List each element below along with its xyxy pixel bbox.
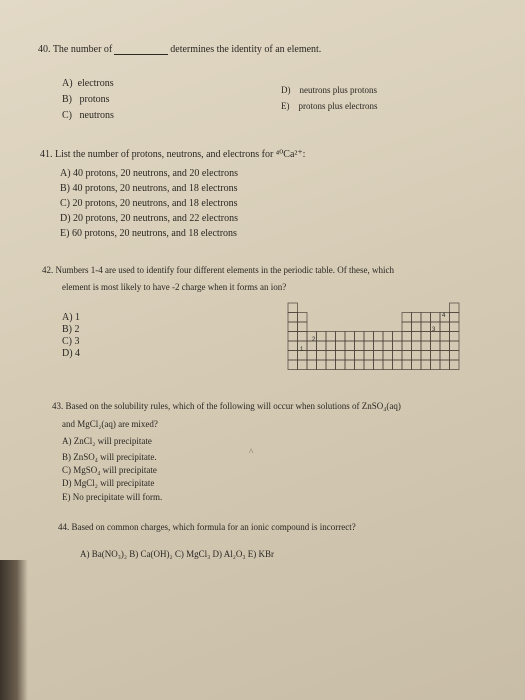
periodic-table-cell [421, 360, 431, 370]
periodic-table-cell [450, 351, 460, 361]
periodic-table-cell [412, 341, 422, 351]
periodic-table-cell [393, 351, 403, 361]
q43-option-e: E) No precipitate will form. [62, 492, 163, 502]
periodic-table-cell [317, 341, 327, 351]
element-label-4: 4 [442, 313, 446, 319]
periodic-table-cell [402, 360, 412, 370]
periodic-table-cell [336, 360, 346, 370]
periodic-table-cell [336, 351, 346, 361]
q40-option-e [281, 102, 378, 111]
q40-option-a-letter: A) [62, 78, 73, 89]
periodic-table-cell [374, 360, 384, 370]
q40-option-b-text: protons [79, 94, 110, 105]
periodic-table-cell [374, 341, 384, 351]
periodic-table-cell [307, 360, 317, 370]
periodic-table-cell [317, 360, 327, 370]
q40-option-b [62, 95, 110, 105]
q43-option-a: A) ZnCl₂ will precipitate [62, 436, 152, 446]
periodic-table-cell [364, 360, 374, 370]
page-shadow [0, 560, 28, 700]
q40-option-c [62, 111, 114, 121]
q42-option-c: C) 3 [62, 336, 80, 347]
periodic-table-cell [345, 360, 355, 370]
q42-line-2: element is most likely to have -2 charge when it forms an ion? [62, 282, 287, 292]
q43-option-d: D) MgCl₂ will precipitate [62, 478, 155, 488]
q43-line-2: and MgCl₂(aq) are mixed? [62, 419, 158, 429]
answer-blank [114, 45, 168, 55]
q40-stem [38, 45, 321, 55]
periodic-table-cell [431, 360, 441, 370]
periodic-table-cell [355, 341, 365, 351]
periodic-table-cell [412, 360, 422, 370]
q41-option-a: A) 40 protons, 20 neutrons, and 20 electrons [60, 168, 239, 179]
periodic-table-cell [326, 360, 336, 370]
q42-option-d: D) 4 [62, 348, 81, 359]
periodic-table-cell [298, 313, 308, 323]
element-label-1: 1 [300, 347, 304, 353]
q41-option-c: C) 20 protons, 20 neutrons, and 18 electrons [60, 198, 238, 209]
q43-line-1: 43. Based on the solubility rules, which of the following will occur when solutions of ZnSO₄(aq) [52, 401, 401, 411]
periodic-table-cell [440, 322, 450, 332]
q42-line-1: 42. Numbers 1-4 are used to identify four different elements in the periodic table. Of these, which [42, 265, 394, 275]
periodic-table-cell [326, 341, 336, 351]
q40-option-c-text: neutrons [79, 110, 114, 121]
periodic-table-cell [383, 351, 393, 361]
periodic-table-cell [421, 322, 431, 332]
q40-option-b-letter: B) [62, 94, 72, 105]
periodic-table-cell [421, 341, 431, 351]
periodic-table-cell [336, 341, 346, 351]
periodic-table-cell [364, 351, 374, 361]
periodic-table-cell [345, 351, 355, 361]
periodic-table-cell [317, 332, 327, 342]
periodic-table-cell [298, 322, 308, 332]
periodic-table-cell [440, 360, 450, 370]
element-label-2: 2 [312, 337, 316, 343]
periodic-table-cell [431, 341, 441, 351]
element-label-3: 3 [432, 327, 436, 333]
periodic-table-cell [450, 360, 460, 370]
periodic-table-cell [421, 313, 431, 323]
periodic-table-cell [450, 322, 460, 332]
q40-option-d [281, 86, 377, 95]
periodic-table-cell [402, 341, 412, 351]
periodic-table-cell [364, 341, 374, 351]
periodic-table-cell [393, 341, 403, 351]
q40-option-d-letter: D) [281, 85, 291, 95]
q40-option-e-letter: E) [281, 101, 290, 111]
q40-option-d-text: neutrons plus protons [299, 85, 377, 95]
periodic-table-cell [440, 341, 450, 351]
periodic-table-cell [393, 332, 403, 342]
periodic-table-cell [412, 332, 422, 342]
q40-option-c-letter: C) [62, 110, 72, 121]
periodic-table-cell [345, 341, 355, 351]
periodic-table-cell [326, 351, 336, 361]
q44-prompt: 44. Based on common charges, which formula for an ionic compound is incorrect? [58, 522, 356, 532]
q43-option-c: C) MgSO₄ will precipitate [62, 465, 157, 475]
periodic-table-cell [364, 332, 374, 342]
periodic-table-outline [287, 302, 463, 370]
q40-prefix: 40. The number of [38, 44, 113, 55]
q41-option-b: B) 40 protons, 20 neutrons, and 18 electrons [60, 183, 238, 194]
periodic-table-cell [431, 351, 441, 361]
q41-prompt: 41. List the number of protons, neutrons, and electrons for ⁴⁰Ca²⁺: [40, 149, 306, 160]
periodic-table-cell [355, 332, 365, 342]
q40-option-a [62, 79, 114, 89]
periodic-table-cell [402, 332, 412, 342]
periodic-table-cell [450, 341, 460, 351]
periodic-table-cell [336, 332, 346, 342]
periodic-table-cell [298, 332, 308, 342]
periodic-table-cell [440, 351, 450, 361]
q41-option-d: D) 20 protons, 20 neutrons, and 22 electrons [60, 213, 239, 224]
periodic-table-cell [345, 332, 355, 342]
periodic-table-cell [402, 351, 412, 361]
q42-option-b: B) 2 [62, 324, 80, 335]
periodic-table-cell [450, 313, 460, 323]
periodic-table-cell [412, 351, 422, 361]
q40-option-e-text: protons plus electrons [298, 101, 378, 111]
periodic-table-cell [288, 332, 298, 342]
q44-answers: A) Ba(NO₃)₂ B) Ca(OH)₂ C) MgCl₃ D) Al₂O₃ E) KBr [80, 549, 275, 559]
periodic-table-cell [288, 351, 298, 361]
periodic-table-cell [288, 360, 298, 370]
periodic-table-cell [431, 313, 441, 323]
q40-option-a-text: electrons [77, 78, 114, 89]
periodic-table-cell [393, 360, 403, 370]
periodic-table-cell [383, 360, 393, 370]
periodic-table-cell [450, 303, 460, 313]
periodic-table-cell [374, 332, 384, 342]
periodic-table-cell [383, 332, 393, 342]
periodic-table-cell [326, 332, 336, 342]
periodic-table-cell [412, 322, 422, 332]
periodic-table-cell [412, 313, 422, 323]
periodic-table-cell [288, 313, 298, 323]
periodic-table-cell [307, 351, 317, 361]
q43-option-b: B) ZnSO₄ will precipitate. [62, 452, 157, 462]
periodic-table-cell [402, 313, 412, 323]
pencil-mark-icon: ^ [249, 447, 254, 457]
periodic-table-cell [298, 360, 308, 370]
periodic-table-cell [450, 332, 460, 342]
periodic-table-cell [402, 322, 412, 332]
periodic-table-cell [288, 322, 298, 332]
q42-option-a: A) 1 [62, 312, 81, 323]
periodic-table-cell [440, 332, 450, 342]
periodic-table-cell [317, 351, 327, 361]
periodic-table-cell [374, 351, 384, 361]
q41-option-e: E) 60 protons, 20 neutrons, and 18 electrons [60, 228, 237, 239]
periodic-table-cell [288, 303, 298, 313]
periodic-table-cell [421, 351, 431, 361]
periodic-table-cell [288, 341, 298, 351]
periodic-table-cell [383, 341, 393, 351]
periodic-table-cell [421, 332, 431, 342]
q40-suffix: determines the identity of an element. [170, 44, 322, 55]
periodic-table-cell [355, 360, 365, 370]
periodic-table-cell [355, 351, 365, 361]
